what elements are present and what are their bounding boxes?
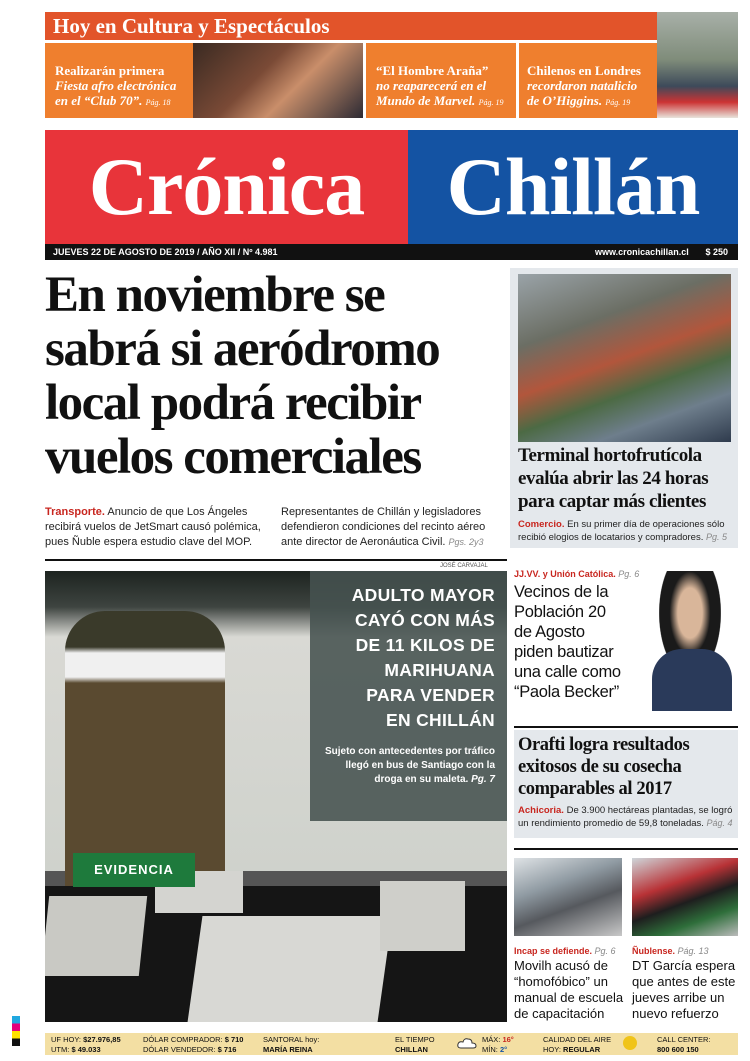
evidence-sign: EVIDENCIA [73,853,195,887]
photo-headline-line: CAYÓ CON MÁS [354,610,495,630]
incap-headline [514,958,624,1022]
promo-line3: en el “Club 70”. [55,93,143,108]
nublense-line: jueves arribe un [632,990,725,1005]
nublense-headline [632,958,738,1022]
headline-line: sabrá si aeródromo [45,321,440,377]
photo-headline-box[interactable] [310,571,507,821]
terminal-story[interactable] [510,268,738,548]
nublense-line: DT García espera [632,958,736,973]
photo-page: Pg. 7 [471,774,495,785]
headline-line: vuelos comerciales [45,429,421,485]
promo-page: Pág. 18 [145,98,171,107]
terminal-text: En su primer día de operaciones sólo recibió elogios de locatarios y compradores. [518,519,725,543]
max-value: 16° [502,1035,514,1044]
divider [514,726,738,728]
terminal-photo[interactable] [518,274,731,442]
photo-credit: JOSÉ CARVAJAL [440,563,488,569]
terminal-page: Pg. 5 [705,532,727,542]
cloud-icon [457,1037,477,1049]
dolar-comprador-value: $ 710 [224,1035,244,1044]
uf-value: $27.976,85 [83,1035,121,1044]
main-headline[interactable] [45,268,507,484]
main-subhead-left [45,505,270,550]
max-label: MÁX: [482,1035,501,1044]
utm-label: UTM: [51,1045,70,1054]
incap-line: de capacitación [514,1006,605,1021]
orafti-headline: Orafti logra resultados exitosos de su cosecha comparables al 2017 [518,735,690,799]
promo-londres[interactable] [519,43,657,118]
dolar-vendedor-label: DÓLAR VENDEDOR: [143,1045,216,1054]
min-label: MÍN: [482,1045,498,1054]
drug-package [188,916,393,1022]
masthead-left [45,130,408,244]
orafti-page: Pág. 4 [706,818,733,828]
min-value: 2° [499,1045,508,1054]
dateline-bar [45,244,738,260]
tiempo-city: CHILLAN [395,1045,428,1054]
print-color-marks [12,1016,20,1046]
incap-line: manual de escuela [514,990,624,1005]
dolar [143,1035,243,1055]
santoral-label: SANTORAL hoy: [263,1035,320,1044]
promo-page: Pág. 19 [478,98,504,107]
drug-package [380,881,465,951]
main-subhead-right [281,505,505,550]
vecinos-line: Población 20 [514,603,606,621]
terminal-headline: Terminal hortofrutícola evalúa abrir las 24 horas para captar más clientes [518,445,709,512]
masthead-cronica[interactable]: Crónica [88,141,365,232]
promo-line3: de O’Higgins. [527,93,603,108]
aire-hoy: HOY: [543,1045,561,1054]
vecinos-line: “Paola Becker” [514,683,619,701]
masthead-right [408,130,738,244]
main-kicker: Transporte. [45,506,105,518]
promo-spiderman[interactable] [366,43,516,118]
nublense-line: que antes de este [632,974,736,989]
nublense-line: nuevo refuerzo [632,1006,719,1021]
aire-value: REGULAR [563,1045,601,1054]
photo-headline-line: EN CHILLÁN [386,710,495,730]
orafti-text: De 3.900 hectáreas plantadas, se logró un rendimiento promedio de 59,8 toneladas. [518,805,733,829]
vecinos-line: piden bautizar [514,643,614,661]
culture-section-title[interactable]: Hoy en Cultura y Espectáculos [45,12,657,40]
headline-line: En noviembre se [45,267,385,323]
vecinos-line: de Agosto [514,623,585,641]
paola-becker-jacket [652,649,732,711]
headline-line: local podrá recibir [45,375,421,431]
photo-headline-line: DE 11 KILOS DE [355,635,495,655]
promo-line3: Mundo de Marvel. [376,93,476,108]
call-label: CALL CENTER: [657,1035,711,1044]
incap-kicker: Incap se defiende. [514,946,593,956]
photo-text: Sujeto con antecedentes por tráfico llegó en bus de Santiago con la droga en su maleta. [324,746,495,785]
orafti-kicker: Achicoria. [518,805,564,816]
main-sub-right-text: Representantes de Chillán y legisladores defendieron condiciones del recinto aéreo ante director de Aeronáutica Civil. [281,506,486,548]
issue-date: JUEVES 22 DE AGOSTO DE 2019 / AÑO XII / Nº 4.981 [53,247,278,257]
promo-club70[interactable] [45,43,193,118]
photo-headline-line: ADULTO MAYOR [351,585,495,605]
promo-line1: Realizarán primera [55,63,165,78]
vecinos-story[interactable] [514,569,738,719]
uf-label: UF HOY: [51,1035,82,1044]
santoral [263,1035,319,1055]
divider [514,848,738,850]
tiempo [395,1035,435,1055]
incap-kicker-row [514,946,624,956]
incap-line: “homofóbico” un [514,974,608,989]
photo-headline-line: MARIHUANA [384,660,495,680]
site-url[interactable]: www.cronicachillan.cl [595,247,689,257]
promo-line2: no reaparecerá en el [376,78,487,93]
dolar-comprador-label: DÓLAR COMPRADOR: [143,1035,223,1044]
promo-page: Pág. 19 [605,98,631,107]
nublense-photo[interactable] [632,858,738,936]
nublense-page: Pág. 13 [677,946,709,956]
main-page: Pgs. 2y3 [448,537,484,547]
promo-photo-statue[interactable] [657,12,738,118]
vecinos-line: una calle como [514,663,621,681]
call-center[interactable] [657,1035,711,1055]
incap-page: Pg. 6 [594,946,616,956]
photo-headline [320,583,495,733]
calidad-aire [543,1035,611,1055]
terminal-summary [518,518,734,544]
promo-line1: “El Hombre Araña” [376,63,489,78]
drug-package [45,896,147,976]
photo-headline-line: PARA VENDER [366,685,495,705]
tiempo-label: EL TIEMPO [395,1035,435,1044]
incap-story[interactable] [514,858,624,1028]
price: $ 250 [705,247,728,257]
santoral-value: MARÍA REINA [263,1045,313,1054]
air-quality-dot-icon [623,1036,637,1050]
promo-line2: recordaron natalicio [527,78,638,93]
vecinos-line: Vecinos de la [514,583,609,601]
masthead-chillan[interactable]: Chillán [446,141,700,232]
utm-value: $ 49.033 [71,1045,101,1054]
incap-photo[interactable] [514,858,622,936]
incap-line: Movilh acusó de [514,958,608,973]
vecinos-page: Pg. 6 [618,569,640,579]
promo-line2: Fiesta afro electrónica [55,78,177,93]
nublense-kicker-row [632,946,738,956]
aire-label: CALIDAD DEL AIRE [543,1035,612,1044]
vecinos-kicker: JJ.VV. y Unión Católica. [514,569,616,579]
uf-utm [51,1035,121,1055]
nublense-kicker: Ñublense. [632,946,676,956]
orafti-story[interactable] [514,730,738,838]
main-sub-left-text: Anuncio de que Los Ángeles recibirá vuelos de JetSmart causó polémica, pues Ñuble espera estudio clave del MOP. [45,506,261,548]
bottom-info-bar [45,1033,738,1055]
orafti-summary [518,804,734,830]
call-value: 800 600 150 [657,1045,699,1054]
photo-summary [320,745,495,787]
temps [482,1035,514,1055]
nublense-story[interactable] [632,858,738,1028]
promo-line1: Chilenos en Londres [527,63,641,78]
terminal-kicker: Comercio. [518,519,565,530]
promo-photo-dancers[interactable] [193,43,363,118]
divider [45,559,507,561]
dolar-vendedor-value: $ 716 [217,1045,237,1054]
